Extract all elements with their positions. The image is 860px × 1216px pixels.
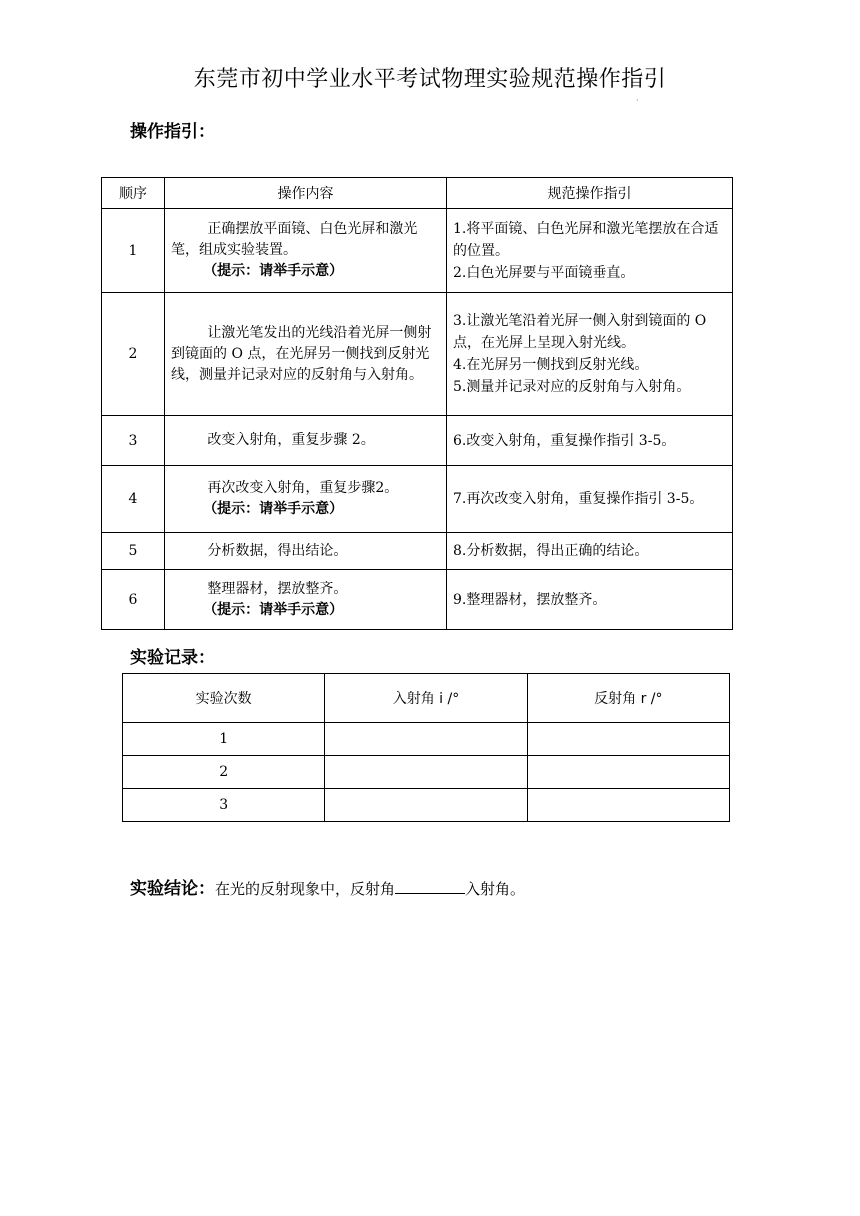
guide-line: 1.将平面镜、白色光屏和激光笔摆放在合适的位置。 [453,220,719,259]
step-guide [447,209,733,293]
header-trial-count: 实验次数 [123,674,325,723]
table-row [102,416,733,466]
step-content [165,570,447,630]
conclusion-blank[interactable] [395,879,465,894]
reflection-angle-cell[interactable] [527,723,729,756]
conclusion-label: 实验结论： [130,879,215,899]
guide-line: 9.整理器材，摆放整齐。 [453,591,607,608]
guide-line: 6.改变入射角，重复操作指引 3-5。 [453,432,676,449]
guide-line: 3.让激光笔沿着光屏一侧入射到镜面的 O 点，在光屏上呈现入射光线。 [453,313,707,351]
header-content: 操作内容 [165,178,447,209]
step-order: 1 [102,209,165,293]
step-order: 2 [102,293,165,416]
step-content-text: 整理器材，摆放整齐。 [207,580,348,597]
step-content [165,293,447,416]
trial-number: 3 [123,789,325,822]
header-guide: 规范操作指引 [447,178,733,209]
conclusion [130,874,525,899]
guide-line: 7.再次改变入射角，重复操作指引 3-5。 [453,491,704,507]
step-guide [447,533,733,570]
page-title: 东莞市初中学业水平考试物理实验规范操作指引 [193,67,667,92]
step-guide [447,466,733,533]
step-order: 4 [102,466,165,533]
trial-number: 1 [123,723,325,756]
guide-line: 8.分析数据，得出正确的结论。 [453,543,649,559]
reflection-angle-cell[interactable] [527,756,729,789]
step-content [165,466,447,533]
table-row [102,293,733,416]
table-row [102,209,733,293]
stray-dot: · [636,96,639,105]
step-hint: （提示：请举手示意） [203,263,344,279]
step-content-text: 正确摆放平面镜、白色光屏和激光笔，组成实验装置。 [171,221,418,258]
guide-line: 5.测量并记录对应的反射角与入射角。 [453,379,691,395]
step-guide [447,570,733,630]
guide-heading: 操作指引： [130,122,215,142]
incident-angle-cell[interactable] [325,756,527,789]
record-table [122,673,730,822]
step-order: 6 [102,570,165,630]
step-hint: （提示：请举手示意） [203,601,344,618]
table-row [102,533,733,570]
table-row [123,789,730,822]
conclusion-text-before: 在光的反射现象中，反射角 [215,880,396,898]
step-content-text: 改变入射角，重复步骤 2。 [207,432,375,448]
step-order: 3 [102,416,165,466]
conclusion-text-after: 入射角。 [465,880,526,898]
guide-table [101,177,733,630]
header-order: 顺序 [102,178,165,209]
step-content-text: 再次改变入射角，重复步骤2。 [207,480,399,496]
step-content-text: 分析数据，得出结论。 [207,542,348,559]
guide-line: 4.在光屏另一侧找到反射光线。 [453,357,649,373]
step-guide [447,293,733,416]
step-content [165,416,447,466]
header-reflection-angle: 反射角 r /° [527,674,729,723]
record-table-header-row [123,674,730,723]
step-order: 5 [102,533,165,570]
guide-line: 2.白色光屏要与平面镜垂直。 [453,264,635,281]
table-row [123,723,730,756]
guide-table-header-row [102,178,733,209]
table-row [102,570,733,630]
header-incident-angle: 入射角 i /° [325,674,527,723]
step-hint: （提示：请举手示意） [203,501,344,517]
table-row [123,756,730,789]
incident-angle-cell[interactable] [325,789,527,822]
reflection-angle-cell[interactable] [527,789,729,822]
incident-angle-cell[interactable] [325,723,527,756]
table-row [102,466,733,533]
record-heading: 实验记录： [130,648,215,668]
step-content [165,533,447,570]
step-content-text: 让激光笔发出的光线沿着光屏一侧射到镜面的 O 点，在光屏另一侧找到反射光线，测量并记录对应的反射角与入射角。 [171,324,432,383]
trial-number: 2 [123,756,325,789]
step-content [165,209,447,293]
step-guide [447,416,733,466]
